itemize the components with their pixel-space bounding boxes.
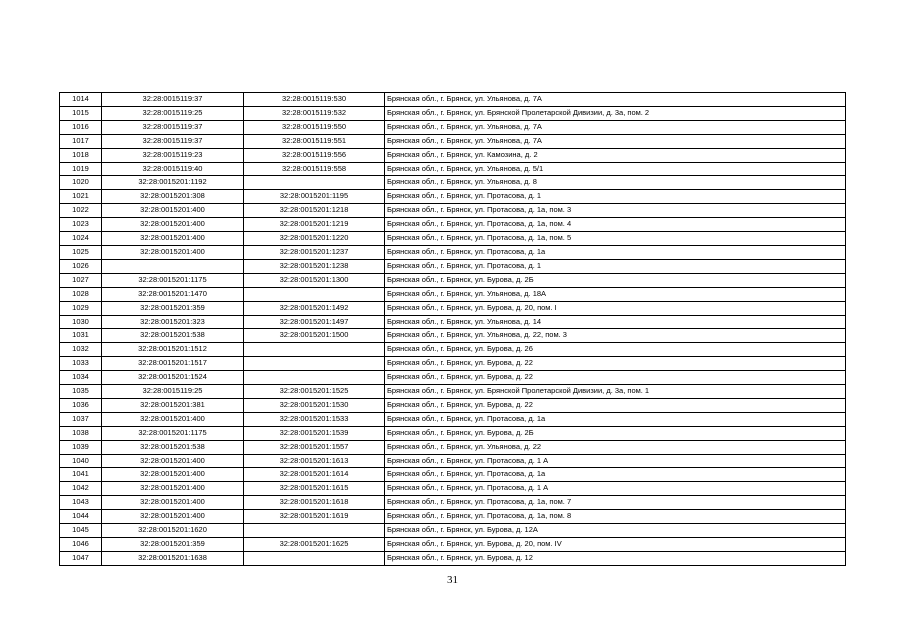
address-cell: Брянская обл., г. Брянск, ул. Протасова, д. 1а bbox=[385, 412, 846, 426]
object-cadastral-number-cell bbox=[244, 357, 385, 371]
row-number-cell: 1027 bbox=[60, 273, 102, 287]
parcel-cadastral-number-cell: 32:28:0015201:1517 bbox=[102, 357, 244, 371]
object-cadastral-number-cell: 32:28:0015201:1615 bbox=[244, 482, 385, 496]
row-number-cell: 1038 bbox=[60, 426, 102, 440]
address-cell: Брянская обл., г. Брянск, ул. Ульянова, д. 7А bbox=[385, 93, 846, 107]
object-cadastral-number-cell: 32:28:0015201:1497 bbox=[244, 315, 385, 329]
address-cell: Брянская обл., г. Брянск, ул. Протасова, д. 1а, пом. 5 bbox=[385, 232, 846, 246]
parcel-cadastral-number-cell: 32:28:0015201:1175 bbox=[102, 426, 244, 440]
row-number-cell: 1042 bbox=[60, 482, 102, 496]
row-number-cell: 1041 bbox=[60, 468, 102, 482]
row-number-cell: 1033 bbox=[60, 357, 102, 371]
row-number-cell: 1023 bbox=[60, 218, 102, 232]
table-row bbox=[60, 204, 846, 218]
object-cadastral-number-cell: 32:28:0015201:1619 bbox=[244, 510, 385, 524]
table-row bbox=[60, 232, 846, 246]
object-cadastral-number-cell: 32:28:0015201:1219 bbox=[244, 218, 385, 232]
parcel-cadastral-number-cell: 32:28:0015201:323 bbox=[102, 315, 244, 329]
table-row bbox=[60, 120, 846, 134]
row-number-cell: 1037 bbox=[60, 412, 102, 426]
object-cadastral-number-cell: 32:28:0015201:1500 bbox=[244, 329, 385, 343]
parcel-cadastral-number-cell: 32:28:0015201:1620 bbox=[102, 524, 244, 538]
address-cell: Брянская обл., г. Брянск, ул. Брянской Пролетарской Дивизии, д. 3а, пом. 2 bbox=[385, 106, 846, 120]
parcel-cadastral-number-cell: 32:28:0015201:359 bbox=[102, 301, 244, 315]
table-row bbox=[60, 315, 846, 329]
row-number-cell: 1035 bbox=[60, 385, 102, 399]
table-row bbox=[60, 551, 846, 565]
parcel-cadastral-number-cell: 32:28:0015201:400 bbox=[102, 496, 244, 510]
row-number-cell: 1034 bbox=[60, 371, 102, 385]
table-row bbox=[60, 524, 846, 538]
table-row bbox=[60, 273, 846, 287]
table-row bbox=[60, 440, 846, 454]
table-row bbox=[60, 176, 846, 190]
row-number-cell: 1043 bbox=[60, 496, 102, 510]
table-row bbox=[60, 468, 846, 482]
row-number-cell: 1016 bbox=[60, 120, 102, 134]
address-cell: Брянская обл., г. Брянск, ул. Протасова, д. 1 А bbox=[385, 454, 846, 468]
parcel-cadastral-number-cell: 32:28:0015119:25 bbox=[102, 106, 244, 120]
table-row bbox=[60, 538, 846, 552]
parcel-cadastral-number-cell: 32:28:0015201:400 bbox=[102, 468, 244, 482]
address-cell: Брянская обл., г. Брянск, ул. Ульянова, д. 22 bbox=[385, 440, 846, 454]
row-number-cell: 1029 bbox=[60, 301, 102, 315]
parcel-cadastral-number-cell: 32:28:0015201:1512 bbox=[102, 343, 244, 357]
row-number-cell: 1028 bbox=[60, 287, 102, 301]
address-cell: Брянская обл., г. Брянск, ул. Протасова, д. 1а, пом. 3 bbox=[385, 204, 846, 218]
row-number-cell: 1017 bbox=[60, 134, 102, 148]
table-row bbox=[60, 398, 846, 412]
address-cell: Брянская обл., г. Брянск, ул. Бурова, д. 26 bbox=[385, 343, 846, 357]
address-cell: Брянская обл., г. Брянск, ул. Брянской Пролетарской Дивизии, д. 3а, пом. 1 bbox=[385, 385, 846, 399]
page-number: 31 bbox=[447, 574, 458, 586]
parcel-cadastral-number-cell: 32:28:0015201:400 bbox=[102, 412, 244, 426]
address-cell: Брянская обл., г. Брянск, ул. Бурова, д. 20, пом. IV bbox=[385, 538, 846, 552]
table-row bbox=[60, 93, 846, 107]
object-cadastral-number-cell: 32:28:0015201:1218 bbox=[244, 204, 385, 218]
object-cadastral-number-cell bbox=[244, 176, 385, 190]
address-cell: Брянская обл., г. Брянск, ул. Бурова, д. 22 bbox=[385, 371, 846, 385]
row-number-cell: 1026 bbox=[60, 259, 102, 273]
object-cadastral-number-cell: 32:28:0015201:1220 bbox=[244, 232, 385, 246]
address-cell: Брянская обл., г. Брянск, ул. Бурова, д. 22 bbox=[385, 357, 846, 371]
table-row bbox=[60, 259, 846, 273]
row-number-cell: 1040 bbox=[60, 454, 102, 468]
address-cell: Брянская обл., г. Брянск, ул. Ульянова, д. 22, пом. 3 bbox=[385, 329, 846, 343]
table-row bbox=[60, 106, 846, 120]
table-row bbox=[60, 148, 846, 162]
table-row bbox=[60, 482, 846, 496]
row-number-cell: 1032 bbox=[60, 343, 102, 357]
object-cadastral-number-cell: 32:28:0015119:556 bbox=[244, 148, 385, 162]
parcel-cadastral-number-cell: 32:28:0015119:37 bbox=[102, 120, 244, 134]
object-cadastral-number-cell: 32:28:0015119:532 bbox=[244, 106, 385, 120]
table-row bbox=[60, 162, 846, 176]
table-row bbox=[60, 371, 846, 385]
parcel-cadastral-number-cell: 32:28:0015201:1175 bbox=[102, 273, 244, 287]
parcel-cadastral-number-cell: 32:28:0015119:25 bbox=[102, 385, 244, 399]
table-row bbox=[60, 245, 846, 259]
object-cadastral-number-cell: 32:28:0015201:1237 bbox=[244, 245, 385, 259]
address-cell: Брянская обл., г. Брянск, ул. Ульянова, д. 14 bbox=[385, 315, 846, 329]
table-row bbox=[60, 426, 846, 440]
object-cadastral-number-cell: 32:28:0015201:1618 bbox=[244, 496, 385, 510]
address-cell: Брянская обл., г. Брянск, ул. Бурова, д. 20, пом. I bbox=[385, 301, 846, 315]
table-row bbox=[60, 510, 846, 524]
address-cell: Брянская обл., г. Брянск, ул. Протасова, д. 1а, пом. 4 bbox=[385, 218, 846, 232]
address-cell: Брянская обл., г. Брянск, ул. Протасова, д. 1 bbox=[385, 190, 846, 204]
object-cadastral-number-cell: 32:28:0015201:1300 bbox=[244, 273, 385, 287]
parcel-cadastral-number-cell bbox=[102, 259, 244, 273]
address-cell: Брянская обл., г. Брянск, ул. Камозина, д. 2 bbox=[385, 148, 846, 162]
table-row bbox=[60, 496, 846, 510]
row-number-cell: 1020 bbox=[60, 176, 102, 190]
object-cadastral-number-cell bbox=[244, 551, 385, 565]
parcel-cadastral-number-cell: 32:28:0015201:1470 bbox=[102, 287, 244, 301]
row-number-cell: 1021 bbox=[60, 190, 102, 204]
parcel-cadastral-number-cell: 32:28:0015201:308 bbox=[102, 190, 244, 204]
table-row bbox=[60, 385, 846, 399]
row-number-cell: 1024 bbox=[60, 232, 102, 246]
table-row bbox=[60, 134, 846, 148]
address-cell: Брянская обл., г. Брянск, ул. Протасова, д. 1а bbox=[385, 468, 846, 482]
row-number-cell: 1047 bbox=[60, 551, 102, 565]
row-number-cell: 1014 bbox=[60, 93, 102, 107]
address-cell: Брянская обл., г. Брянск, ул. Протасова, д. 1а, пом. 7 bbox=[385, 496, 846, 510]
parcel-cadastral-number-cell: 32:28:0015201:1638 bbox=[102, 551, 244, 565]
parcel-cadastral-number-cell: 32:28:0015201:400 bbox=[102, 454, 244, 468]
table-row bbox=[60, 412, 846, 426]
address-cell: Брянская обл., г. Брянск, ул. Протасова, д. 1 bbox=[385, 259, 846, 273]
parcel-cadastral-number-cell: 32:28:0015119:37 bbox=[102, 93, 244, 107]
registry-table bbox=[59, 92, 846, 566]
address-cell: Брянская обл., г. Брянск, ул. Ульянова, д. 5/1 bbox=[385, 162, 846, 176]
row-number-cell: 1031 bbox=[60, 329, 102, 343]
object-cadastral-number-cell: 32:28:0015119:530 bbox=[244, 93, 385, 107]
address-cell: Брянская обл., г. Брянск, ул. Бурова, д. 12А bbox=[385, 524, 846, 538]
row-number-cell: 1044 bbox=[60, 510, 102, 524]
parcel-cadastral-number-cell: 32:28:0015201:538 bbox=[102, 329, 244, 343]
row-number-cell: 1046 bbox=[60, 538, 102, 552]
object-cadastral-number-cell: 32:28:0015201:1195 bbox=[244, 190, 385, 204]
address-cell: Брянская обл., г. Брянск, ул. Протасова, д. 1 А bbox=[385, 482, 846, 496]
parcel-cadastral-number-cell: 32:28:0015201:359 bbox=[102, 538, 244, 552]
object-cadastral-number-cell: 32:28:0015201:1613 bbox=[244, 454, 385, 468]
row-number-cell: 1045 bbox=[60, 524, 102, 538]
table-row bbox=[60, 301, 846, 315]
table-row bbox=[60, 190, 846, 204]
object-cadastral-number-cell bbox=[244, 343, 385, 357]
parcel-cadastral-number-cell: 32:28:0015201:400 bbox=[102, 232, 244, 246]
table-row bbox=[60, 357, 846, 371]
object-cadastral-number-cell: 32:28:0015201:1625 bbox=[244, 538, 385, 552]
table-row bbox=[60, 287, 846, 301]
parcel-cadastral-number-cell: 32:28:0015201:400 bbox=[102, 482, 244, 496]
row-number-cell: 1025 bbox=[60, 245, 102, 259]
address-cell: Брянская обл., г. Брянск, ул. Протасова, д. 1а, пом. 8 bbox=[385, 510, 846, 524]
address-cell: Брянская обл., г. Брянск, ул. Протасова, д. 1а bbox=[385, 245, 846, 259]
address-cell: Брянская обл., г. Брянск, ул. Ульянова, д. 7А bbox=[385, 120, 846, 134]
row-number-cell: 1015 bbox=[60, 106, 102, 120]
parcel-cadastral-number-cell: 32:28:0015201:400 bbox=[102, 245, 244, 259]
parcel-cadastral-number-cell: 32:28:0015201:381 bbox=[102, 398, 244, 412]
row-number-cell: 1030 bbox=[60, 315, 102, 329]
address-cell: Брянская обл., г. Брянск, ул. Бурова, д. 12 bbox=[385, 551, 846, 565]
parcel-cadastral-number-cell: 32:28:0015201:400 bbox=[102, 510, 244, 524]
object-cadastral-number-cell bbox=[244, 371, 385, 385]
address-cell: Брянская обл., г. Брянск, ул. Ульянова, д. 18А bbox=[385, 287, 846, 301]
address-cell: Брянская обл., г. Брянск, ул. Бурова, д. 22 bbox=[385, 398, 846, 412]
table-row bbox=[60, 343, 846, 357]
object-cadastral-number-cell: 32:28:0015201:1238 bbox=[244, 259, 385, 273]
object-cadastral-number-cell bbox=[244, 524, 385, 538]
parcel-cadastral-number-cell: 32:28:0015119:40 bbox=[102, 162, 244, 176]
object-cadastral-number-cell: 32:28:0015201:1533 bbox=[244, 412, 385, 426]
parcel-cadastral-number-cell: 32:28:0015119:37 bbox=[102, 134, 244, 148]
object-cadastral-number-cell: 32:28:0015201:1492 bbox=[244, 301, 385, 315]
object-cadastral-number-cell: 32:28:0015119:550 bbox=[244, 120, 385, 134]
row-number-cell: 1022 bbox=[60, 204, 102, 218]
object-cadastral-number-cell: 32:28:0015119:551 bbox=[244, 134, 385, 148]
table-row bbox=[60, 329, 846, 343]
object-cadastral-number-cell: 32:28:0015201:1539 bbox=[244, 426, 385, 440]
row-number-cell: 1039 bbox=[60, 440, 102, 454]
address-cell: Брянская обл., г. Брянск, ул. Ульянова, д. 8 bbox=[385, 176, 846, 190]
parcel-cadastral-number-cell: 32:28:0015201:400 bbox=[102, 204, 244, 218]
object-cadastral-number-cell: 32:28:0015201:1557 bbox=[244, 440, 385, 454]
object-cadastral-number-cell bbox=[244, 287, 385, 301]
row-number-cell: 1036 bbox=[60, 398, 102, 412]
parcel-cadastral-number-cell: 32:28:0015201:1192 bbox=[102, 176, 244, 190]
address-cell: Брянская обл., г. Брянск, ул. Бурова, д. 2Б bbox=[385, 273, 846, 287]
address-cell: Брянская обл., г. Брянск, ул. Бурова, д. 2Б bbox=[385, 426, 846, 440]
table-row bbox=[60, 218, 846, 232]
parcel-cadastral-number-cell: 32:28:0015119:23 bbox=[102, 148, 244, 162]
row-number-cell: 1019 bbox=[60, 162, 102, 176]
row-number-cell: 1018 bbox=[60, 148, 102, 162]
object-cadastral-number-cell: 32:28:0015201:1614 bbox=[244, 468, 385, 482]
parcel-cadastral-number-cell: 32:28:0015201:538 bbox=[102, 440, 244, 454]
address-cell: Брянская обл., г. Брянск, ул. Ульянова, д. 7А bbox=[385, 134, 846, 148]
object-cadastral-number-cell: 32:28:0015201:1530 bbox=[244, 398, 385, 412]
parcel-cadastral-number-cell: 32:28:0015201:1524 bbox=[102, 371, 244, 385]
parcel-cadastral-number-cell: 32:28:0015201:400 bbox=[102, 218, 244, 232]
registry-table-body bbox=[60, 93, 846, 566]
table-row bbox=[60, 454, 846, 468]
object-cadastral-number-cell: 32:28:0015201:1525 bbox=[244, 385, 385, 399]
object-cadastral-number-cell: 32:28:0015119:558 bbox=[244, 162, 385, 176]
